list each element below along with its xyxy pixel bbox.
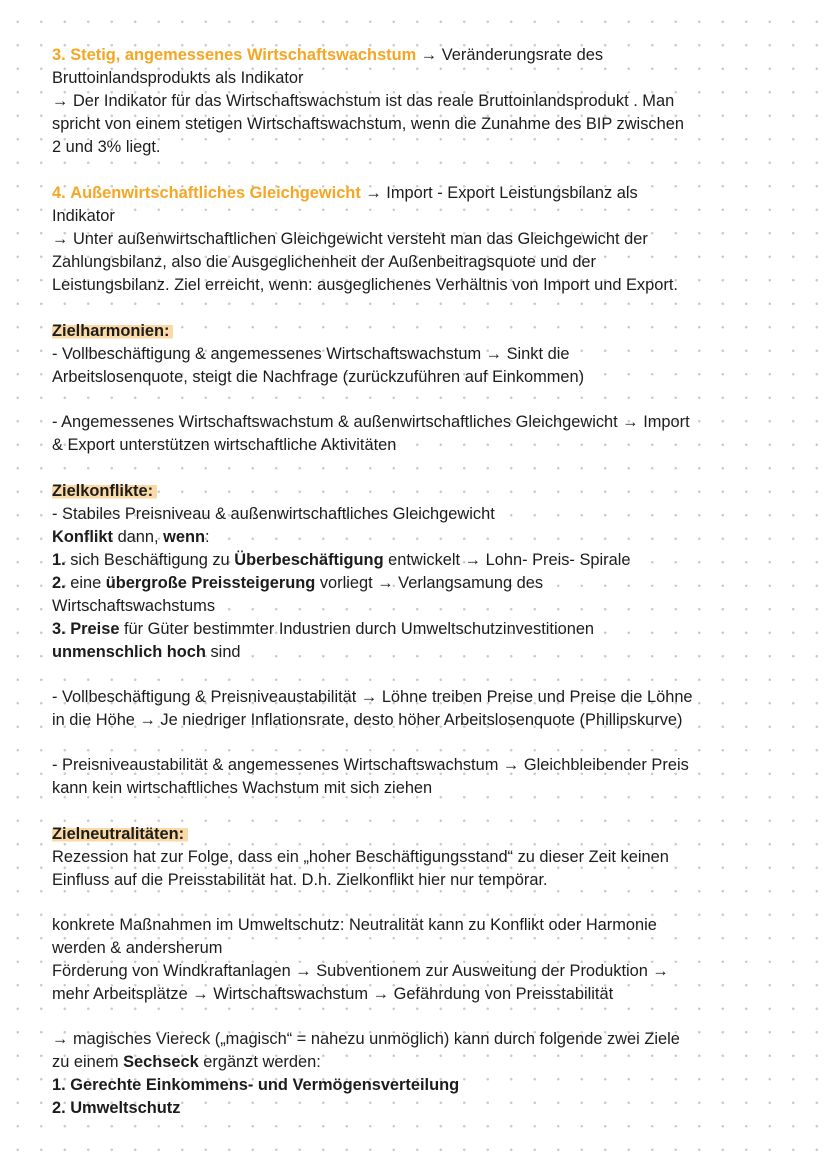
- text-line: mehr Arbeitsplätze → Wirtschaftswachstum → Gefährdung von Preisstabilität: [52, 985, 614, 1003]
- harmonies-heading: Zielharmonien:: [52, 322, 173, 340]
- neutralities-heading: Zielneutralitäten:: [52, 825, 188, 843]
- text-line: kann kein wirtschaftliches Wachstum mit sich ziehen: [52, 779, 433, 797]
- growth-number: 3.: [52, 46, 66, 64]
- text-line: 2 und 3% liegt.: [52, 138, 161, 156]
- text-line: Arbeitslosenquote, steigt die Nachfrage (zurückzuführen auf Einkommen): [52, 368, 585, 386]
- section-conflicts: [52, 480, 782, 800]
- text-line: konkrete Maßnahmen im Umweltschutz: Neutralität kann zu Konflikt oder Harmonie: [52, 916, 657, 934]
- goal-item-2: 2. Umweltschutz: [52, 1099, 181, 1117]
- text-line: Wirtschaftswachstums: [52, 597, 216, 615]
- text-fragment: sich Beschäftigung zu: [65, 551, 235, 569]
- text-fragment: zu einem: [52, 1053, 124, 1071]
- spacer: [52, 159, 782, 182]
- external-number: 4.: [52, 184, 66, 202]
- text-line: - Angemessenes Wirtschaftswachstum & außenwirtschaftliches Gleichgewicht → Import: [52, 413, 690, 431]
- conflict-label: Konflikt: [52, 528, 114, 546]
- growth-title-rest: → Veränderungsrate des: [420, 46, 604, 64]
- spacer: [52, 892, 782, 914]
- conflict-when-line: [52, 526, 782, 549]
- item-number: 3. Preise: [52, 620, 120, 638]
- section-growth: [52, 44, 782, 159]
- text-line: spricht von einem stetigen Wirtschaftswachstum, wenn die Zunahme des BIP zwischen: [52, 115, 684, 133]
- text-fragment: dann,: [113, 528, 164, 546]
- text-fragment: ergänzt werden:: [198, 1053, 321, 1071]
- emphasis: Sechseck: [123, 1053, 199, 1071]
- emphasis: Überbeschäftigung: [234, 551, 384, 569]
- item-number: 2.: [52, 574, 66, 592]
- notes-page: [52, 44, 782, 1120]
- growth-title-line: [52, 44, 782, 67]
- text-line: Rezession hat zur Folge, dass ein „hoher Beschäftigungsstand“ zu dieser Zeit keinen: [52, 848, 669, 866]
- growth-title: Stetig, angemessenes Wirtschaftswachstum: [70, 46, 417, 64]
- conflict-item-2: [52, 572, 782, 595]
- text-line: in die Höhe → Je niedriger Inflationsrate, desto höher Arbeitslosenquote (Phillipskurve): [52, 711, 683, 729]
- text-line: → Unter außenwirtschaftlichen Gleichgewicht versteht man das Gleichgewicht der: [52, 230, 648, 248]
- emphasis: unmenschlich hoch: [52, 643, 206, 661]
- spacer: [52, 297, 782, 320]
- text-line: → Der Indikator für das Wirtschaftswachstum ist das reale Bruttoinlandsprodukt . Man: [52, 92, 675, 110]
- spacer: [52, 664, 782, 686]
- external-title-rest: → Import - Export Leistungsbilanz als: [365, 184, 638, 202]
- text-line: Leistungsbilanz. Ziel erreicht, wenn: ausgeglichenes Verhältnis von Import und Export.: [52, 276, 678, 294]
- text-line: Indikator: [52, 207, 115, 225]
- item-number: 1.: [52, 551, 66, 569]
- text-line: & Export unterstützen wirtschaftliche Aktivitäten: [52, 436, 397, 454]
- text-fragment: entwickelt → Lohn- Preis- Spirale: [383, 551, 631, 569]
- spacer: [52, 389, 782, 411]
- section-harmonies: [52, 320, 782, 457]
- text-line: Förderung von Windkraftanlagen → Subventionem zur Ausweitung der Produktion →: [52, 962, 669, 980]
- text-line: Zahlungsbilanz, also die Ausgeglichenheit der Außenbeitragsquote und der: [52, 253, 597, 271]
- text-line: Bruttoinlandsprodukts als Indikator: [52, 69, 304, 87]
- text-fragment: sind: [205, 643, 241, 661]
- text-line: - Vollbeschäftigung & Preisniveaustabilität → Löhne treiben Preise und Preise die Löhne: [52, 688, 693, 706]
- section-neutralities: [52, 823, 782, 1120]
- conflicts-heading: Zielkonflikte:: [52, 482, 157, 500]
- text-fragment: :: [205, 528, 210, 546]
- hexagon-line: [52, 1051, 782, 1074]
- text-fragment: für Güter bestimmter Industrien durch Umweltschutzinvestitionen: [119, 620, 595, 638]
- text-fragment: vorliegt → Verlangsamung des: [315, 574, 544, 592]
- text-line: → magisches Viereck („magisch“ = nahezu unmöglich) kann durch folgende zwei Ziele: [52, 1030, 680, 1048]
- spacer: [52, 457, 782, 480]
- text-line: Einfluss auf die Preisstabilität hat. D.h. Zielkonflikt hier nur tempörar.: [52, 871, 548, 889]
- spacer: [52, 800, 782, 823]
- text-line: - Vollbeschäftigung & angemessenes Wirtschaftswachstum → Sinkt die: [52, 345, 570, 363]
- section-external-balance: [52, 182, 782, 297]
- conflict-item-3-cont: [52, 641, 782, 664]
- emphasis: übergroße Preissteigerung: [105, 574, 316, 592]
- external-title-line: [52, 182, 782, 205]
- spacer: [52, 1006, 782, 1028]
- external-title: Außenwirtschaftliches Gleichgewicht: [70, 184, 361, 202]
- spacer: [52, 732, 782, 754]
- text-line: werden & andersherum: [52, 939, 223, 957]
- goal-item-1: 1. Gerechte Einkommens- und Vermögensverteilung: [52, 1076, 460, 1094]
- conflict-item-1: [52, 549, 782, 572]
- when-label: wenn: [163, 528, 206, 546]
- conflict-item-3: [52, 618, 782, 641]
- text-line: - Preisniveaustabilität & angemessenes Wirtschaftswachstum → Gleichbleibender Preis: [52, 756, 689, 774]
- text-fragment: eine: [65, 574, 106, 592]
- text-line: - Stabiles Preisniveau & außenwirtschaftliches Gleichgewicht: [52, 505, 495, 523]
